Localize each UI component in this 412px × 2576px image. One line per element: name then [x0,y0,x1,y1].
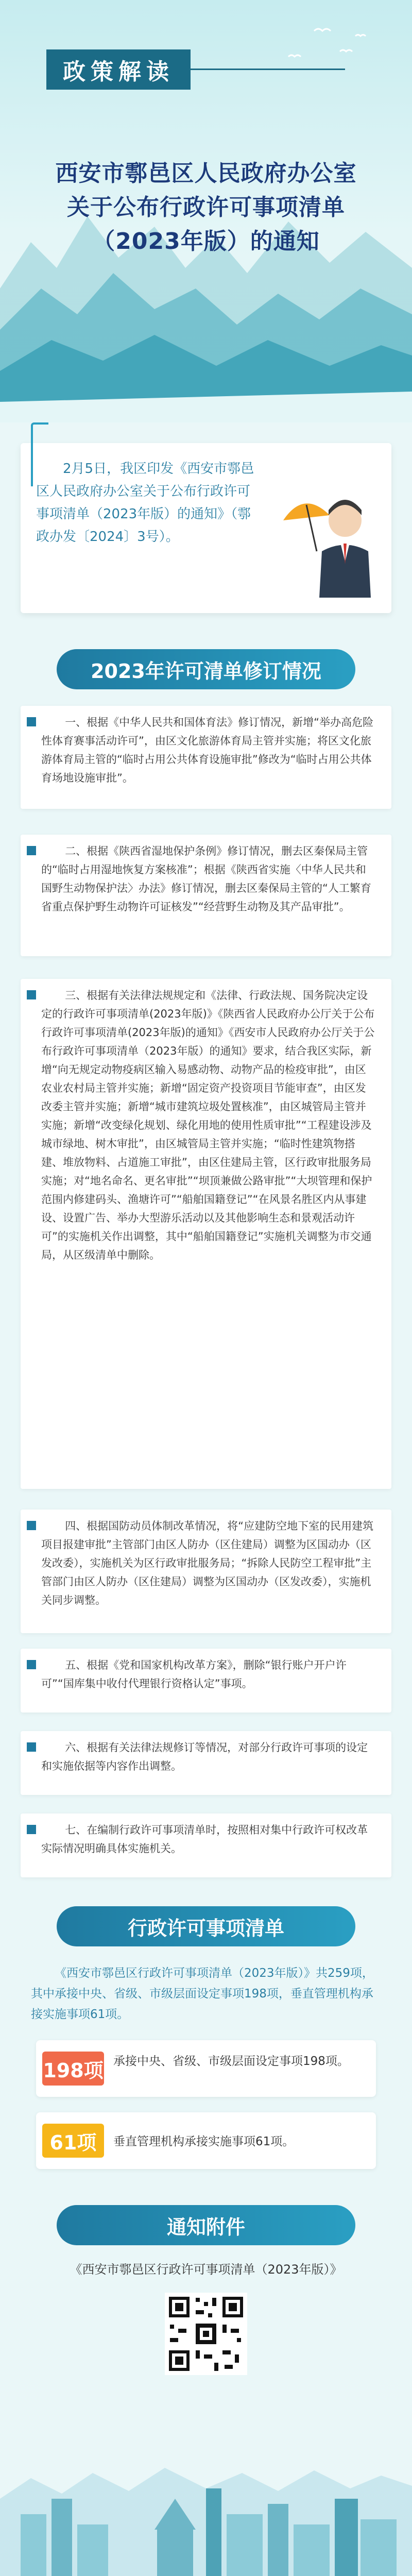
revision-item-2: 二、根据《陕西省湿地保护条例》修订情况，删去区秦保局主管的“临时占用湿地恢复方案核准”；根据《陕西省实施〈中华人民共和国野生动物保护法〉办法》修订情况，删去区秦保局主管的“人工繁育省重点保护野生动物许可证核发”“经营野生动物及其产品审批”。 [41,845,371,913]
bullet-square-icon [27,717,36,726]
section-license-list-title: 行政许可事项清单 [57,1906,355,1946]
tag-underline [191,69,345,70]
page-title-line2: 关于公布行政许可事项清单 [67,194,345,221]
page-title-line1: 西安市鄠邑区人民政府办公室 [55,160,357,187]
page-title-line3: （2023年版）的通知 [92,228,320,255]
city-skyline-illustration [0,2396,412,2576]
section-attachment-title: 通知附件 [57,2205,355,2245]
revision-item-1: 一、根据《中华人民共和国体育法》修订情况，新增“举办高危险性体育赛事活动许可”，由区文化旅游体育局主管并实施；将区文化旅游体育局主管的“临时占用公共体育设施审批”修改为“临时占用公共体育场地设施审批”。 [41,716,374,784]
stat-61-badge: 61项 [42,2124,104,2158]
bullet-square-icon [27,1660,36,1669]
bullet-square-icon [27,1825,36,1834]
license-summary: 《西安市鄠邑区行政许可事项清单（2023年版）》共259项，其中承接中央、省级、市级层面设定事项198项，垂直管理机构承接实施事项61项。 [31,1967,374,2021]
bullet-square-icon [27,1742,36,1752]
revision-item-5: 五、根据《党和国家机构改革方案》，删除“银行账户开户许可”“国库集中收付代理银行资格认定”事项。 [41,1659,347,1690]
attachment-name[interactable]: 《西安市鄠邑区行政许可事项清单（2023年版）》 [70,2262,342,2277]
page-tag: 政策解读 [46,49,191,90]
stat-198-description: 承接中央、省级、市级层面设定事项198项。 [113,2055,349,2068]
stat-198-badge: 198项 [42,2052,104,2086]
stat-61-description: 垂直管理机构承接实施事项61项。 [113,2135,295,2148]
bullet-square-icon [27,990,36,999]
revision-item-3: 三、根据有关法律法规规定和《法律、行政法规、国务院决定设定的行政许可事项清单(2023年版)》《陕西省人民政府办公厅关于公布行政许可事项清单(2023年版)的通知》《西安市人民政府办公厅关于公布行政许可事项清单（2023年版）的通知》要求，结合我区实际，新增“向无规定动物疫病区输入易感动物、动物产品的检疫审批”，由区农业农村局主管并实施；新增“固定资产投资项目节能审查”，由区发改委主管并实施；新增“城市建筑垃圾处置核准”，由区城管局主管并实施；新增“改变绿化规划、绿化用地的使用性质审批”“工程建设涉及城市绿地、树木审批”，由区城管局主管并实施；“临时性建筑物搭建、堆放物料、占道施工审批”，由区住建局主管，区行政审批服务局实施；对“地名命名、更名审批”“坝顶兼做公路审批”“大坝管理和保护范围内修建码头、渔塘许可”“船舶国籍登记”“在风景名胜区内从事建设、设置广告、举办大型游乐活动以及其他影响生态和景观活动许可”的实施机关作出调整，其中“船舶国籍登记”实施机关调整为市交通局，从区级清单中删除。 [41,989,375,1261]
revision-item-7: 七、在编制行政许可事项清单时，按照相对集中行政许可权改革实际情况明确具体实施机关。 [41,1824,368,1855]
bullet-square-icon [27,1521,36,1530]
revision-item-6: 六、根据有关法律法规修订等情况，对部分行政许可事项的设定和实施依据等内容作出调整。 [41,1741,368,1772]
section-revision-title: 2023年许可清单修订情况 [57,649,355,689]
qr-code[interactable] [165,2293,247,2375]
official-with-umbrella-illustration [273,479,381,603]
revision-item-4: 四、根据国防动员体制改革情况，将“应建防空地下室的民用建筑项目报建审批”主管部门由区人防办（区住建局）调整为区国动办（区发改委），实施机关为区行政审批服务局；“拆除人民防空工程审批”主管部门由区人防办（区住建局）调整为区国动办（区发改委），实施机关同步调整。 [41,1520,374,1606]
intro-text: 2月5日，我区印发《西安市鄠邑区人民政府办公室关于公布行政许可事项清单（2023年版）的通知》（鄠政办发〔2024〕3号）。 [36,461,254,545]
bullet-square-icon [27,846,36,855]
